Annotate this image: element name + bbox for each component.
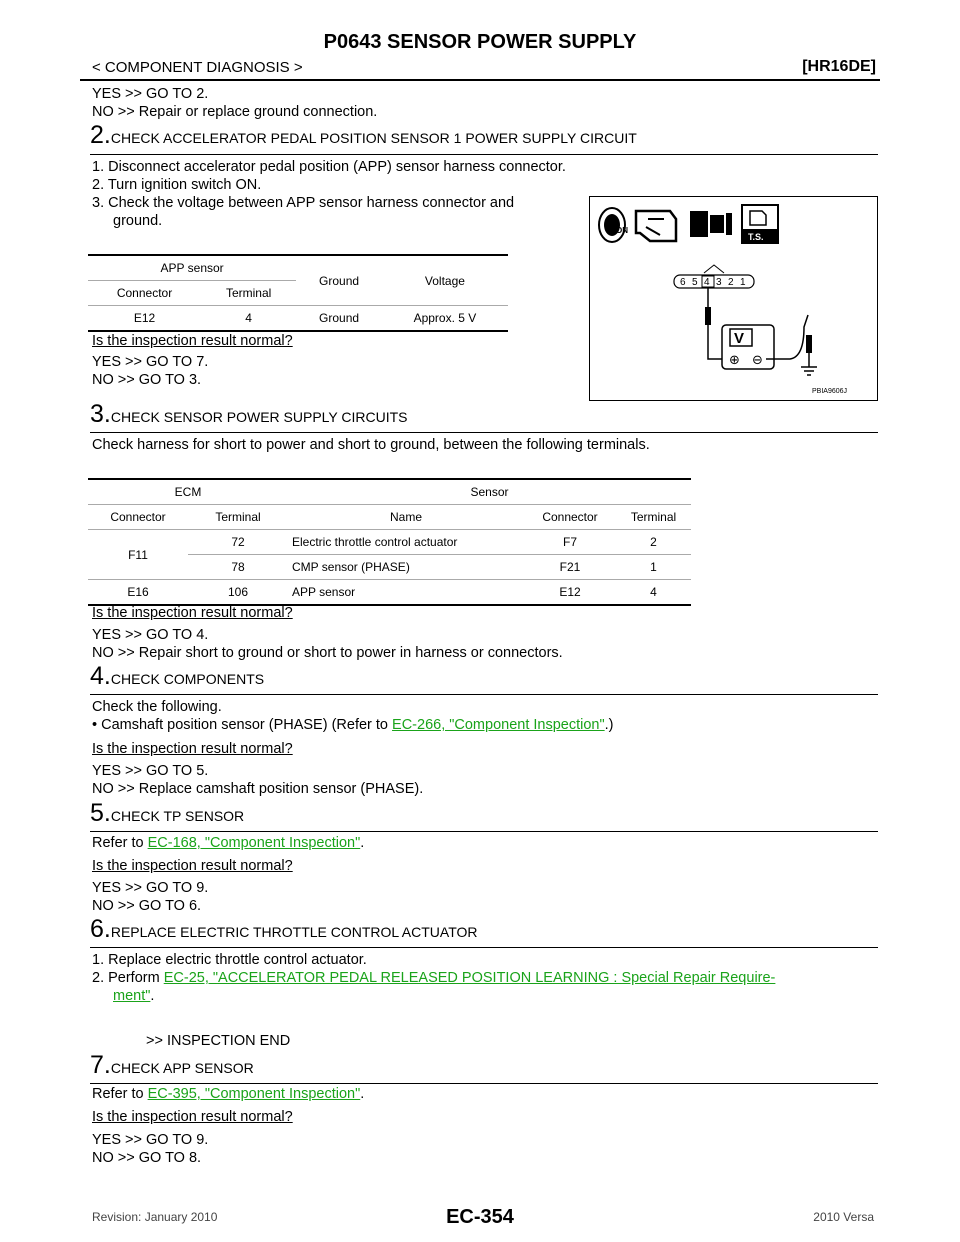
step-4-yes: YES >> GO TO 5.: [92, 763, 209, 779]
step-4-no: NO >> Replace camshaft position sensor (PHASE).: [92, 781, 424, 797]
th-sensor-connector: Connector: [524, 505, 616, 530]
step-number: 7.: [90, 1051, 111, 1079]
cell-terminal: 72: [188, 530, 288, 555]
th-ecm: ECM: [88, 479, 288, 505]
diagram-svg: [590, 197, 877, 400]
cell-sensor-terminal: 4: [616, 580, 691, 606]
step-2-yes: YES >> GO TO 7.: [92, 354, 209, 370]
step-6-item-2: [92, 969, 775, 987]
step-title: CHECK APP SENSOR: [110, 1060, 254, 1076]
voltmeter-icon: [722, 325, 774, 369]
harness-connector-face: [674, 265, 754, 288]
revision-date: Revision: January 2010: [92, 1210, 218, 1224]
step-number: 3.: [90, 400, 111, 428]
step-title: CHECK COMPONENTS: [110, 671, 265, 687]
cell-terminal: 78: [188, 555, 288, 580]
cell-name: Electric throttle control actuator: [288, 530, 524, 555]
step-7-heading: [90, 1051, 254, 1080]
step-3-heading: [90, 400, 408, 429]
step-6-item-2-cont: [113, 987, 154, 1005]
item-text: 2. Perform: [92, 970, 164, 986]
cell-terminal: 4: [201, 306, 296, 332]
step-6-heading: [90, 915, 478, 944]
th-connector: Connector: [88, 281, 201, 306]
voltage-check-diagram: [589, 196, 878, 401]
step-title: CHECK TP SENSOR: [110, 808, 245, 824]
bullet-text: • Camshaft position sensor (PHASE) (Refer to: [92, 717, 393, 733]
figure-code: PBIA9606J: [812, 388, 848, 395]
svg-text:⊖: ⊖: [752, 353, 763, 368]
cell-sensor-terminal: 2: [616, 530, 691, 555]
refer-text-end: .: [360, 1086, 365, 1102]
cell-connector: E12: [88, 306, 201, 332]
pin-label: 6: [680, 277, 686, 288]
step-rule: [90, 831, 878, 832]
pin-label: 1: [740, 277, 746, 288]
ec-168-link[interactable]: EC-168, "Component Inspection": [147, 835, 361, 851]
intro-yes: YES >> GO TO 2.: [92, 86, 209, 102]
step-2-question: Is the inspection result normal?: [92, 333, 293, 349]
pin-label: 3: [716, 277, 722, 288]
app-voltage-table: [88, 254, 508, 332]
step-5-no: NO >> GO TO 6.: [92, 898, 202, 914]
pin-label: 2: [728, 277, 734, 288]
step-2-heading: [90, 121, 637, 150]
step-rule: [90, 154, 878, 155]
step-7-no: NO >> GO TO 8.: [92, 1150, 202, 1166]
svg-text:ON: ON: [616, 226, 628, 235]
step-7-refer: [92, 1085, 364, 1103]
step-4-desc: Check the following.: [92, 699, 222, 715]
step-7-question: Is the inspection result normal?: [92, 1109, 293, 1125]
step-2-no: NO >> GO TO 3.: [92, 372, 202, 388]
step-2-item-1: 1. Disconnect accelerator pedal position (APP) sensor harness connector.: [92, 159, 566, 175]
step-number: 2.: [90, 121, 111, 149]
th-app-sensor: APP sensor: [88, 255, 296, 281]
step-3-desc: Check harness for short to power and short to ground, between the following terminals.: [92, 437, 650, 453]
pin-label: 4: [704, 277, 710, 288]
page-number: EC-354: [446, 1206, 514, 1228]
bullet-text-end: .): [604, 717, 614, 733]
cell-connector: E16: [88, 580, 188, 606]
step-5-heading: [90, 799, 244, 828]
step-6-item-1: 1. Replace electric throttle control actuator.: [92, 952, 367, 968]
step-3-no: NO >> Repair short to ground or short to power in harness or connectors.: [92, 645, 563, 661]
svg-text:V: V: [734, 330, 745, 347]
cell-sensor-connector: E12: [524, 580, 616, 606]
ignition-key-icon: [599, 208, 628, 242]
cell-name: APP sensor: [288, 580, 524, 606]
ec-266-link[interactable]: EC-266, "Component Inspection": [392, 717, 605, 733]
th-sensor-terminal: Terminal: [616, 505, 691, 530]
engine-icon: [636, 211, 676, 241]
step-3-question: Is the inspection result normal?: [92, 605, 293, 621]
cell-name: CMP sensor (PHASE): [288, 555, 524, 580]
step-4-question: Is the inspection result normal?: [92, 741, 293, 757]
th-terminal: Terminal: [201, 281, 296, 306]
section-label: < COMPONENT DIAGNOSIS >: [92, 59, 303, 76]
step-rule: [90, 947, 878, 948]
step-5-yes: YES >> GO TO 9.: [92, 880, 209, 896]
test-service-icon: [742, 205, 778, 243]
step-7-yes: YES >> GO TO 9.: [92, 1132, 209, 1148]
th-connector: Connector: [88, 505, 188, 530]
step-2-item-3-cont: ground.: [113, 213, 163, 229]
table-row: [88, 530, 691, 555]
ec-395-link[interactable]: EC-395, "Component Inspection": [147, 1086, 361, 1102]
th-voltage: Voltage: [382, 255, 508, 306]
connector-icon: [690, 211, 732, 237]
step-title: CHECK SENSOR POWER SUPPLY CIRCUITS: [110, 409, 408, 425]
step-4-heading: [90, 662, 264, 691]
step-title: REPLACE ELECTRIC THROTTLE CONTROL ACTUATOR: [110, 924, 478, 940]
page-title: P0643 SENSOR POWER SUPPLY: [323, 31, 637, 53]
step-rule: [90, 1083, 878, 1084]
cell-sensor-connector: F7: [524, 530, 616, 555]
step-number: 4.: [90, 662, 111, 690]
step-5-question: Is the inspection result normal?: [92, 858, 293, 874]
cell-ground: Ground: [296, 306, 382, 332]
intro-no: NO >> Repair or replace ground connection.: [92, 104, 378, 120]
step-5-refer: [92, 834, 364, 852]
refer-text: Refer to: [92, 835, 148, 851]
step-rule: [90, 694, 878, 695]
item-text-end: .: [150, 988, 155, 1004]
refer-text-end: .: [360, 835, 365, 851]
step-4-bullet: [92, 716, 614, 734]
step-rule: [90, 432, 878, 433]
refer-text: Refer to: [92, 1086, 148, 1102]
svg-text:T.S.: T.S.: [748, 232, 764, 242]
pin-label: 5: [692, 277, 698, 288]
step-number: 6.: [90, 915, 111, 943]
th-sensor: Sensor: [288, 479, 691, 505]
model-year: 2010 Versa: [813, 1210, 874, 1224]
ec-25-link-cont[interactable]: ment": [113, 988, 151, 1004]
step-3-yes: YES >> GO TO 4.: [92, 627, 209, 643]
cell-sensor-terminal: 1: [616, 555, 691, 580]
table-row: [88, 580, 691, 606]
cell-connector: F11: [88, 530, 188, 580]
ec-25-link[interactable]: EC-25, "ACCELERATOR PEDAL RELEASED POSITION LEARNING : Special Repair Require-: [163, 970, 776, 986]
cell-voltage: Approx. 5 V: [382, 306, 508, 332]
circuit-table: [88, 478, 691, 606]
step-2-item-3: 3. Check the voltage between APP sensor harness connector and: [92, 195, 515, 211]
svg-text:⊕: ⊕: [729, 353, 740, 368]
step-title: CHECK ACCELERATOR PEDAL POSITION SENSOR 1 POWER SUPPLY CIRCUIT: [110, 130, 637, 146]
step-6-end: >> INSPECTION END: [146, 1033, 291, 1049]
step-2-item-2: 2. Turn ignition switch ON.: [92, 177, 262, 193]
table-row: [88, 306, 508, 332]
th-ground: Ground: [296, 255, 382, 306]
th-name: Name: [288, 505, 524, 530]
th-terminal: Terminal: [188, 505, 288, 530]
engine-model: [HR16DE]: [802, 58, 876, 75]
cell-terminal: 106: [188, 580, 288, 606]
header-rule: [80, 79, 880, 81]
step-number: 5.: [90, 799, 111, 827]
ground-icon: [801, 367, 817, 375]
cell-sensor-connector: F21: [524, 555, 616, 580]
